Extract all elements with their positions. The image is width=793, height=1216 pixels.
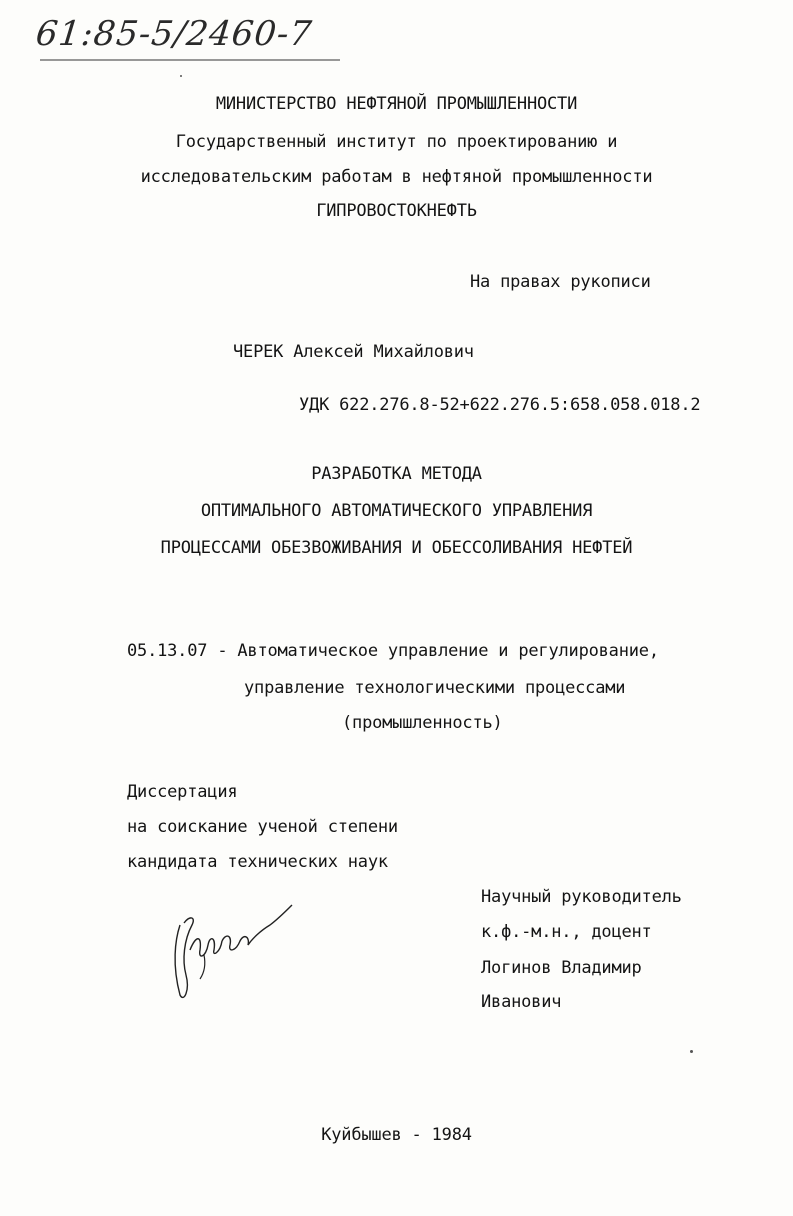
city-year: Куйбышев - 1984: [321, 1125, 472, 1145]
supervisor-line-4: Иванович: [481, 992, 562, 1012]
paper-speck: [690, 1050, 693, 1053]
udk-code: УДК 622.276.8-52+622.276.5:658.058.018.2: [299, 395, 701, 415]
title-line-3: ПРОЦЕССАМИ ОБЕЗВОЖИВАНИЯ И ОБЕССОЛИВАНИЯ НЕФТЕЙ: [160, 538, 633, 558]
title-line-2: ОПТИМАЛЬНОГО АВТОМАТИЧЕСКОГО УПРАВЛЕНИЯ: [200, 501, 593, 521]
manuscript-note: На правах рукописи: [470, 272, 651, 292]
supervisor-line-1: Научный руководитель: [481, 887, 682, 907]
author-name: ЧЕРЕК Алексей Михайлович: [233, 342, 474, 362]
specialty-line-3: (промышленность): [342, 713, 503, 733]
dissertation-line-2: на соискание ученой степени: [127, 817, 398, 837]
title-line-1: РАЗРАБОТКА МЕТОДА: [311, 464, 482, 484]
ministry-heading: МИНИСТЕРСТВО НЕФТЯНОЙ ПРОМЫШЛЕННОСТИ: [215, 94, 578, 114]
supervisor-line-2: к.ф.-м.н., доцент: [481, 922, 652, 942]
handwritten-underline: [40, 58, 340, 62]
dissertation-line-1: Диссертация: [127, 782, 238, 802]
specialty-line-1: 05.13.07 - Автоматическое управление и регулирование,: [127, 641, 659, 661]
paper-speck: [180, 75, 182, 77]
supervisor-line-3: Логинов Владимир: [481, 958, 642, 978]
dissertation-line-3: кандидата технических наук: [127, 852, 388, 872]
institute-line-1: Государственный институт по проектированию и: [175, 132, 618, 152]
handwritten-signature: [160, 895, 300, 1005]
archive-number-handwritten: 61:85-5/2460-7: [33, 14, 315, 54]
specialty-line-2: управление технологическими процессами: [244, 678, 626, 698]
institute-line-2: исследовательским работам в нефтяной промышленности: [140, 167, 653, 187]
institute-short-name: ГИПРОВОСТОКНЕФТЬ: [316, 201, 477, 221]
